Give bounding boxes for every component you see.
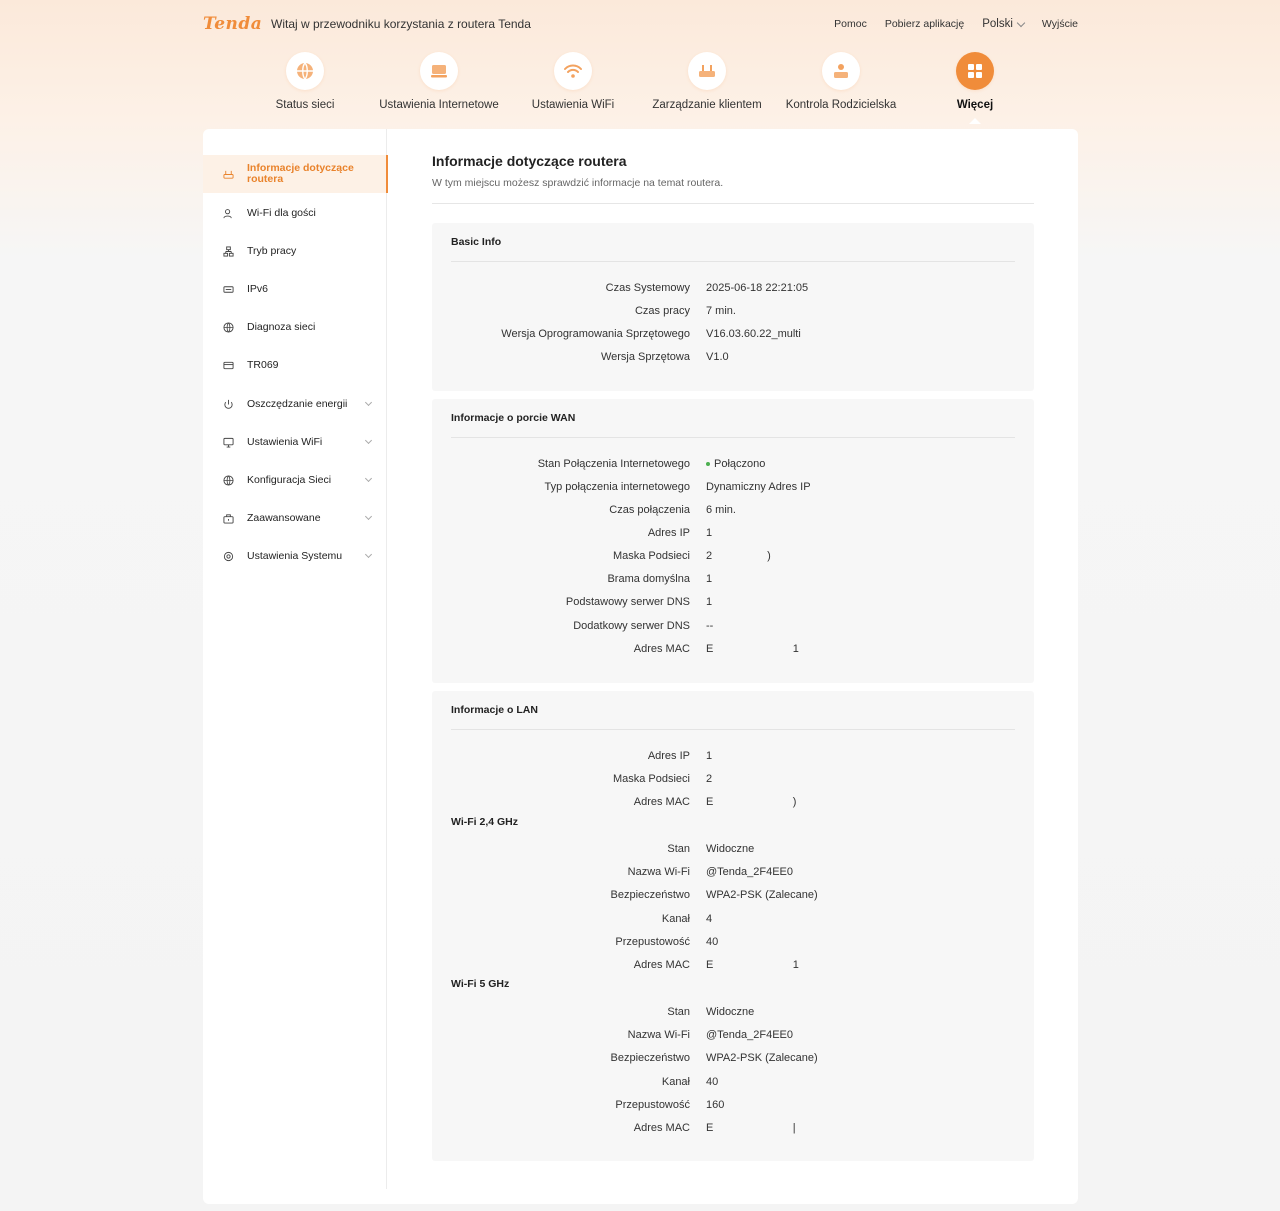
info-row bbox=[432, 1099, 1034, 1115]
info-row bbox=[432, 328, 1034, 344]
row-key: Maska Podsieci bbox=[612, 550, 690, 562]
row-value: 2025-06-18 22:21:05 bbox=[706, 282, 809, 294]
download-app-link[interactable]: Pobierz aplikację bbox=[884, 18, 965, 30]
sidebar-item-system-settings[interactable] bbox=[203, 537, 386, 575]
card-title: Basic Info bbox=[451, 236, 502, 248]
info-row bbox=[432, 866, 1034, 882]
info-row bbox=[432, 550, 1034, 566]
row-key: Kanał bbox=[661, 1076, 690, 1088]
row-value: E | bbox=[706, 1122, 796, 1134]
nav-label: Ustawienia WiFi bbox=[531, 99, 615, 111]
sidebar-item-label: Informacje dotyczące routera bbox=[247, 162, 354, 185]
nav-ustawienia-internetowe[interactable] bbox=[372, 52, 506, 111]
info-row bbox=[432, 481, 1034, 497]
row-key: Bezpieczeństwo bbox=[610, 889, 690, 901]
row-key: Bezpieczeństwo bbox=[610, 1052, 690, 1064]
info-row bbox=[432, 282, 1034, 298]
nav-label: Status sieci bbox=[275, 99, 335, 111]
nav-zarzadzanie-klientem[interactable] bbox=[640, 52, 774, 111]
row-key: Stan bbox=[667, 843, 690, 855]
basic-info-card bbox=[432, 223, 1034, 391]
nav-label: Kontrola Rodzicielska bbox=[785, 99, 897, 111]
row-key: Dodatkowy serwer DNS bbox=[573, 620, 690, 632]
language-label: Polski bbox=[982, 18, 1013, 30]
sidebar-item-network-config[interactable] bbox=[203, 461, 386, 499]
divider bbox=[451, 261, 1015, 262]
top-nav bbox=[834, 18, 1078, 30]
info-row bbox=[432, 796, 1034, 812]
nav-status-sieci[interactable] bbox=[238, 52, 372, 111]
sidebar-item-diagnostics[interactable] bbox=[203, 308, 386, 346]
sidebar-item-tr069[interactable] bbox=[203, 346, 386, 384]
settings-icon bbox=[222, 550, 234, 562]
sidebar-item-power-saving[interactable] bbox=[203, 385, 386, 423]
sidebar-item-label: Wi-Fi dla gości bbox=[247, 206, 316, 219]
row-value: Połączono bbox=[714, 458, 766, 470]
page-title: Informacje dotyczące routera bbox=[432, 153, 627, 169]
row-value: WPA2-PSK (Zalecane) bbox=[706, 889, 818, 901]
card-icon bbox=[222, 359, 234, 371]
row-value: 40 bbox=[706, 1076, 719, 1088]
exit-link[interactable]: Wyjście bbox=[1041, 18, 1078, 30]
nav-label: Zarządzanie klientem bbox=[652, 99, 762, 111]
top-bar bbox=[203, 14, 1078, 36]
chevron-down-icon bbox=[365, 513, 372, 520]
chevron-down-icon bbox=[365, 475, 372, 482]
row-value: 1 bbox=[706, 596, 713, 608]
info-row bbox=[432, 1076, 1034, 1092]
info-row bbox=[432, 504, 1034, 520]
info-row bbox=[432, 620, 1034, 636]
sidebar-item-label: TR069 bbox=[247, 358, 279, 371]
row-value: 1 bbox=[706, 750, 713, 762]
page-subtitle: W tym miejscu możesz sprawdzić informacje na temat routera. bbox=[432, 177, 724, 189]
info-row bbox=[432, 843, 1034, 859]
info-row bbox=[432, 573, 1034, 589]
globe-icon bbox=[286, 52, 324, 90]
row-key: Adres MAC bbox=[633, 1122, 690, 1134]
guest-icon bbox=[222, 207, 234, 219]
info-row bbox=[432, 458, 1034, 474]
sidebar-item-label: Oszczędzanie energii bbox=[247, 397, 348, 410]
info-row bbox=[432, 1006, 1034, 1022]
help-link[interactable]: Pomoc bbox=[834, 18, 867, 30]
divider bbox=[451, 437, 1015, 438]
row-key: Wersja Oprogramowania Sprzętowego bbox=[501, 328, 690, 340]
row-key: Adres IP bbox=[647, 527, 690, 539]
info-row bbox=[432, 351, 1034, 367]
row-key: Czas połączenia bbox=[609, 504, 690, 516]
welcome-text: Witaj w przewodniku korzystania z routera Tenda bbox=[271, 17, 531, 31]
card-title: Informacje o LAN bbox=[451, 704, 538, 716]
row-key: Maska Podsieci bbox=[612, 773, 690, 785]
row-key: Przepustowość bbox=[615, 1099, 690, 1111]
divider bbox=[451, 729, 1015, 730]
nav-label: Ustawienia Internetowe bbox=[379, 99, 499, 111]
row-value: 1 bbox=[706, 573, 713, 585]
row-value: 2 ) bbox=[706, 550, 771, 562]
wifi-24-title: Wi-Fi 2,4 GHz bbox=[451, 816, 518, 828]
nav-label: Więcej bbox=[956, 99, 994, 111]
sidebar-item-router-info[interactable] bbox=[203, 155, 388, 193]
router-icon bbox=[688, 52, 726, 90]
lan-info-card bbox=[432, 691, 1034, 1161]
ipv6-icon bbox=[222, 283, 234, 295]
sidebar-item-wifi-settings[interactable] bbox=[203, 423, 386, 461]
card-title: Informacje o porcie WAN bbox=[451, 412, 576, 424]
globe-icon bbox=[222, 321, 234, 333]
wifi-5-title: Wi-Fi 5 GHz bbox=[451, 978, 510, 990]
row-value: -- bbox=[706, 620, 714, 632]
row-key: Czas Systemowy bbox=[605, 282, 690, 294]
nav-wiecej[interactable] bbox=[908, 52, 1042, 111]
active-caret bbox=[969, 118, 981, 124]
toolbox-icon bbox=[222, 512, 234, 524]
topology-icon bbox=[222, 245, 234, 257]
info-row bbox=[432, 1122, 1034, 1138]
chevron-down-icon bbox=[365, 551, 372, 558]
status-value bbox=[706, 458, 765, 470]
row-key: Stan Połączenia Internetowego bbox=[537, 458, 690, 470]
row-value: Widoczne bbox=[706, 843, 755, 855]
row-value: @Tenda_2F4EE0 bbox=[706, 866, 794, 878]
power-icon bbox=[222, 398, 234, 410]
row-key: Stan bbox=[667, 1006, 690, 1018]
language-select[interactable] bbox=[982, 18, 1024, 30]
row-key: Typ połączenia internetowego bbox=[544, 481, 690, 493]
sidebar-item-label: Konfiguracja Sieci bbox=[247, 473, 332, 486]
info-row bbox=[432, 750, 1034, 766]
row-value: 2 bbox=[706, 773, 713, 785]
nav-kontrola-rodzicielska[interactable] bbox=[774, 52, 908, 111]
row-value: 7 min. bbox=[706, 305, 736, 317]
info-row bbox=[432, 305, 1034, 321]
row-key: Czas pracy bbox=[634, 305, 690, 317]
row-key: Wersja Sprzętowa bbox=[600, 351, 690, 363]
info-row bbox=[432, 773, 1034, 789]
info-row bbox=[432, 1029, 1034, 1045]
row-key: Kanał bbox=[661, 913, 690, 925]
sidebar-item-label: Diagnoza sieci bbox=[247, 320, 316, 333]
info-row bbox=[432, 1052, 1034, 1068]
wifi-settings-icon bbox=[222, 436, 234, 448]
row-key: Podstawowy serwer DNS bbox=[565, 596, 690, 608]
row-key: Adres MAC bbox=[633, 796, 690, 808]
row-value: E 1 bbox=[706, 959, 799, 971]
row-value: V16.03.60.22_multi bbox=[706, 328, 801, 340]
row-key: Adres MAC bbox=[633, 643, 690, 655]
status-dot bbox=[706, 462, 710, 466]
info-row bbox=[432, 959, 1034, 975]
row-value: 6 min. bbox=[706, 504, 736, 516]
row-value: 160 bbox=[706, 1099, 725, 1111]
row-key: Nazwa Wi-Fi bbox=[627, 1029, 690, 1041]
internet-icon bbox=[420, 52, 458, 90]
info-row bbox=[432, 889, 1034, 905]
row-value: 40 bbox=[706, 936, 719, 948]
wifi-icon bbox=[554, 52, 592, 90]
wan-info-card bbox=[432, 399, 1034, 683]
chevron-down-icon bbox=[365, 437, 372, 444]
nav-ustawienia-wifi[interactable] bbox=[506, 52, 640, 111]
row-value: Widoczne bbox=[706, 1006, 755, 1018]
main-panel bbox=[203, 129, 1078, 1204]
row-value: Dynamiczny Adres IP bbox=[706, 481, 811, 493]
sidebar-item-label: Ustawienia Systemu bbox=[247, 549, 343, 562]
sidebar-item-label: Ustawienia WiFi bbox=[247, 435, 323, 448]
grid-icon bbox=[956, 52, 994, 90]
chevron-down-icon bbox=[365, 399, 372, 406]
row-key: Brama domyślna bbox=[607, 573, 690, 585]
router-icon bbox=[222, 168, 234, 180]
row-key: Adres IP bbox=[647, 750, 690, 762]
row-value: @Tenda_2F4EE0 bbox=[706, 1029, 794, 1041]
row-key: Przepustowość bbox=[615, 936, 690, 948]
sidebar-item-guest-wifi[interactable] bbox=[203, 194, 386, 232]
row-value: WPA2-PSK (Zalecane) bbox=[706, 1052, 818, 1064]
info-row bbox=[432, 596, 1034, 612]
divider bbox=[432, 203, 1034, 204]
row-value: 4 bbox=[706, 913, 713, 925]
sidebar-item-label: IPv6 bbox=[247, 282, 269, 295]
row-value: E 1 bbox=[706, 643, 799, 655]
main-nav bbox=[238, 52, 1038, 122]
sidebar bbox=[203, 129, 387, 1189]
network-icon bbox=[222, 474, 234, 486]
sidebar-item-work-mode[interactable] bbox=[203, 232, 386, 270]
info-row bbox=[432, 936, 1034, 952]
sidebar-item-ipv6[interactable] bbox=[203, 270, 386, 308]
info-row bbox=[432, 643, 1034, 659]
info-row bbox=[432, 527, 1034, 543]
parental-icon bbox=[822, 52, 860, 90]
row-value: 1 bbox=[706, 527, 713, 539]
row-value: E ) bbox=[706, 796, 797, 808]
sidebar-item-advanced[interactable] bbox=[203, 499, 386, 537]
row-key: Nazwa Wi-Fi bbox=[627, 866, 690, 878]
tenda-logo[interactable]: Tenda bbox=[203, 14, 263, 34]
chevron-down-icon bbox=[1017, 18, 1025, 26]
row-value: V1.0 bbox=[706, 351, 729, 363]
sidebar-item-label: Tryb pracy bbox=[247, 244, 297, 257]
sidebar-item-label: Zaawansowane bbox=[247, 511, 321, 524]
row-key: Adres MAC bbox=[633, 959, 690, 971]
info-row bbox=[432, 913, 1034, 929]
